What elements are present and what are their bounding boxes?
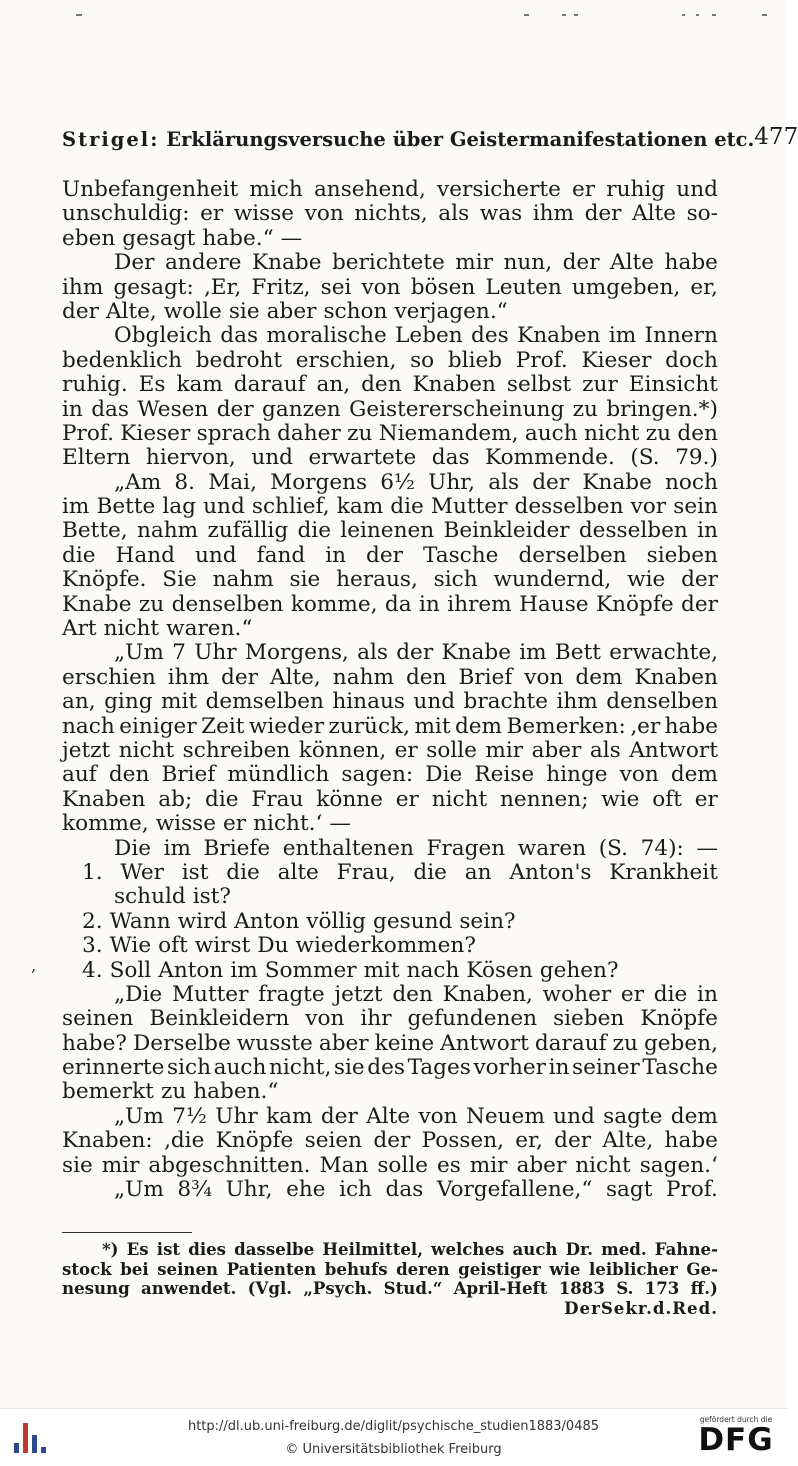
body-line: bedenklich bedroht erschien, so blieb Prof. Kieser doch [62,347,718,373]
body-line: an, ging mit demselben hinaus und brachte ihm denselben [62,689,718,715]
dfg-logo-text: DFG [698,1422,774,1458]
footnote-line: nesung anwendet. (Vgl. „Psych. Stud.“ April-Heft 1883 S. 173 ff.) [62,1278,718,1299]
body-line: Prof. Kieser sprach daher zu Niemandem, auch nicht zu den [62,420,718,446]
body-line: „Die Mutter fragte jetzt den Knaben, woher er die in [114,981,718,1007]
body-line: Bette, nahm zufällig die leinenen Beinkleider desselben in [62,518,718,544]
body-line: „Am 8. Mai, Morgens 6½ Uhr, als der Knabe noch [114,469,718,495]
body-line: Knaben: ‚die Knöpfe seien der Possen, er, der Alte, habe [62,1128,718,1154]
footnote-line: Der Sekr. d. Red. [564,1297,718,1318]
body-line: ruhig. Es kam darauf an, den Knaben selbst zur Einsicht [62,372,718,398]
footnote-line: stock bei seinen Patienten behufs deren geistiger wie leiblicher Ge- [62,1258,718,1279]
dfg-funding-note: gefördert durch die [699,1415,773,1424]
body-line: komme, wisse er nicht.‘ — [62,811,351,837]
body-line: Eltern hiervon, und erwartete das Kommende. (S. 79.) [62,445,718,471]
body-line: der Alte, wolle sie aber schon verjagen.“ [62,298,508,324]
body-line: 3. Wie oft wirst Du wiederkommen? [82,933,476,959]
header-title: Erklärungsversuche über Geistermanifestationen etc. [166,128,755,151]
footnote-line: *) Es ist dies dasselbe Heilmittel, welches auch Dr. med. Fahne- [102,1239,718,1259]
header-author: Strigel: [62,128,160,151]
body-line: „Um 8¾ Uhr, ehe ich das Vorgefallene,“ sagt Prof. [114,1177,718,1203]
source-url[interactable]: http://dl.ub.uni-freiburg.de/diglit/psychische_studien1883/0485 [187,1419,600,1434]
body-line: sie mir abgeschnitten. Man solle es mir aber nicht sagen.‘ [62,1152,718,1178]
body-line: habe? Derselbe wusste aber keine Antwort darauf zu geben, [62,1030,718,1056]
body-line: seinen Beinkleidern von ihr gefundenen sieben Knöpfe [62,1006,718,1032]
body-line: Art nicht waren.“ [62,616,253,642]
body-line: erinnerte sich auch nicht, sie des Tages vorher in seiner Tasche [62,1055,718,1081]
body-line: in das Wesen der ganzen Geistererscheinung zu bringen.*) [62,396,718,422]
running-header [62,124,798,151]
body-line: Knöpfe. Sie nahm sie heraus, sich wundernd, wie der [62,567,718,593]
page-number: 477 [754,124,798,150]
viewer-footer [0,1408,787,1466]
body-line: Unbefangenheit mich ansehend, versicherte er ruhig und [62,177,718,202]
body-line: bemerkt zu haben.“ [62,1079,279,1105]
copyright-text: © Universitätsbibliothek Freiburg [285,1442,502,1457]
stray-mark: ‚ [31,956,37,975]
body-line: 1. Wer ist die alte Frau, die an Anton's Krankheit [82,859,718,885]
body-line: Knabe zu denselben komme, da in ihrem Hause Knöpfe der [62,591,718,617]
body-text [62,178,718,1202]
body-line: nach einiger Zeit wieder zurück, mit dem Bemerken: ‚er habe [62,713,718,739]
body-line: ihm gesagt: ‚Er, Fritz, sei von bösen Leuten umgeben, er, [62,274,718,300]
body-line: schuld ist? [114,884,231,910]
body-line: unschuldig: er wisse von nichts, als was ihm der Alte so- [62,201,718,227]
scan-edge-marks [0,8,787,24]
footnote [62,1240,718,1318]
body-line: 4. Soll Anton im Sommer mit nach Kösen gehen? [82,957,619,983]
body-line: im Bette lag und schlief, kam die Mutter desselben vor sein [62,494,718,520]
body-line: jetzt nicht schreiben können, er solle mir aber als Antwort [62,737,718,763]
body-line: Obgleich das moralische Leben des Knaben im Innern [114,323,718,349]
body-line: erschien ihm der Alte, nahm den Brief von dem Knaben [62,664,718,690]
body-line: Die im Briefe enthaltenen Fragen waren (S. 74): — [114,835,718,861]
body-line: 2. Wann wird Anton völlig gesund sein? [82,908,516,934]
body-line: „Um 7½ Uhr kam der Alte von Neuem und sagte dem [114,1103,718,1129]
body-line: Knaben ab; die Frau könne er nicht nennen; wie oft er [62,786,718,812]
dfg-logo [695,1415,777,1456]
body-line: auf den Brief mündlich sagen: Die Reise hinge von dem [62,762,718,788]
footnote-rule [62,1232,192,1233]
body-line: die Hand und fand in der Tasche derselben sieben [62,542,718,568]
body-line: Der andere Knabe berichtete mir nun, der Alte habe [114,250,718,276]
body-line: eben gesagt habe.“ — [62,225,303,251]
body-line: „Um 7 Uhr Morgens, als der Knabe im Bett erwachte, [114,640,718,666]
